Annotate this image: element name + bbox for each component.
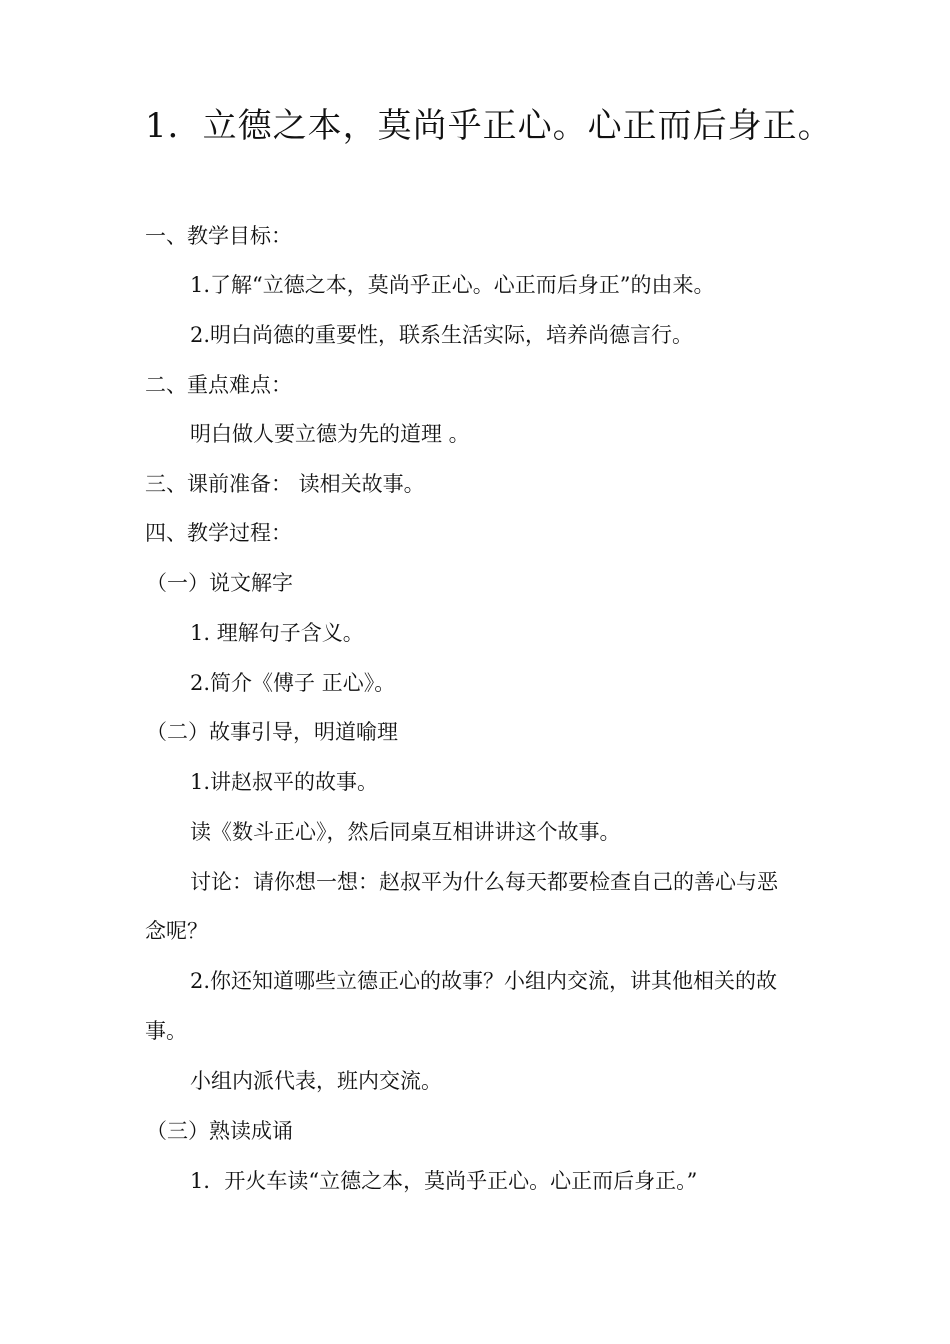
section-heading-key-points: 二、重点难点：	[145, 373, 292, 397]
process-item-1-2: 2.简介《傅子 正心》。	[190, 671, 396, 695]
section-heading-process: 四、教学过程：	[145, 521, 292, 545]
process-item-2-3-line2: 念呢？	[145, 919, 208, 943]
subsection-heading-2: （二）故事引导，明道喻理	[146, 720, 398, 744]
process-item-3-1: 1．开火车读“立德之本，莫尚乎正心。心正而后身正。”	[190, 1169, 698, 1193]
section-heading-preparation: 三、课前准备： 读相关故事。	[145, 472, 425, 496]
subsection-heading-1: （一）说文解字	[146, 571, 293, 595]
process-item-2-4-line2: 事。	[145, 1019, 187, 1043]
process-item-2-3-line1: 讨论：请你想一想：赵叔平为什么每天都要检查自己的善心与恶	[190, 870, 778, 894]
subsection-heading-3: （三）熟读成诵	[146, 1119, 293, 1143]
process-item-2-5: 小组内派代表，班内交流。	[190, 1069, 442, 1093]
process-item-1-1: 1. 理解句子含义。	[190, 621, 364, 645]
objective-item-1: 1.了解“立德之本，莫尚乎正心。心正而后身正”的由来。	[190, 273, 715, 297]
process-item-2-2: 读《数斗正心》，然后同桌互相讲讲这个故事。	[190, 820, 621, 844]
section-heading-objectives: 一、教学目标：	[145, 224, 292, 248]
process-item-2-1: 1.讲赵叔平的故事。	[190, 770, 379, 794]
process-item-2-4-line1: 2.你还知道哪些立德正心的故事？小组内交流，讲其他相关的故	[190, 969, 778, 993]
key-point-text: 明白做人要立德为先的道理 。	[190, 422, 470, 446]
document-title: 1．立德之本，莫尚乎正心。心正而后身正。	[145, 106, 833, 146]
objective-item-2: 2.明白尚德的重要性，联系生活实际，培养尚德言行。	[190, 323, 694, 347]
